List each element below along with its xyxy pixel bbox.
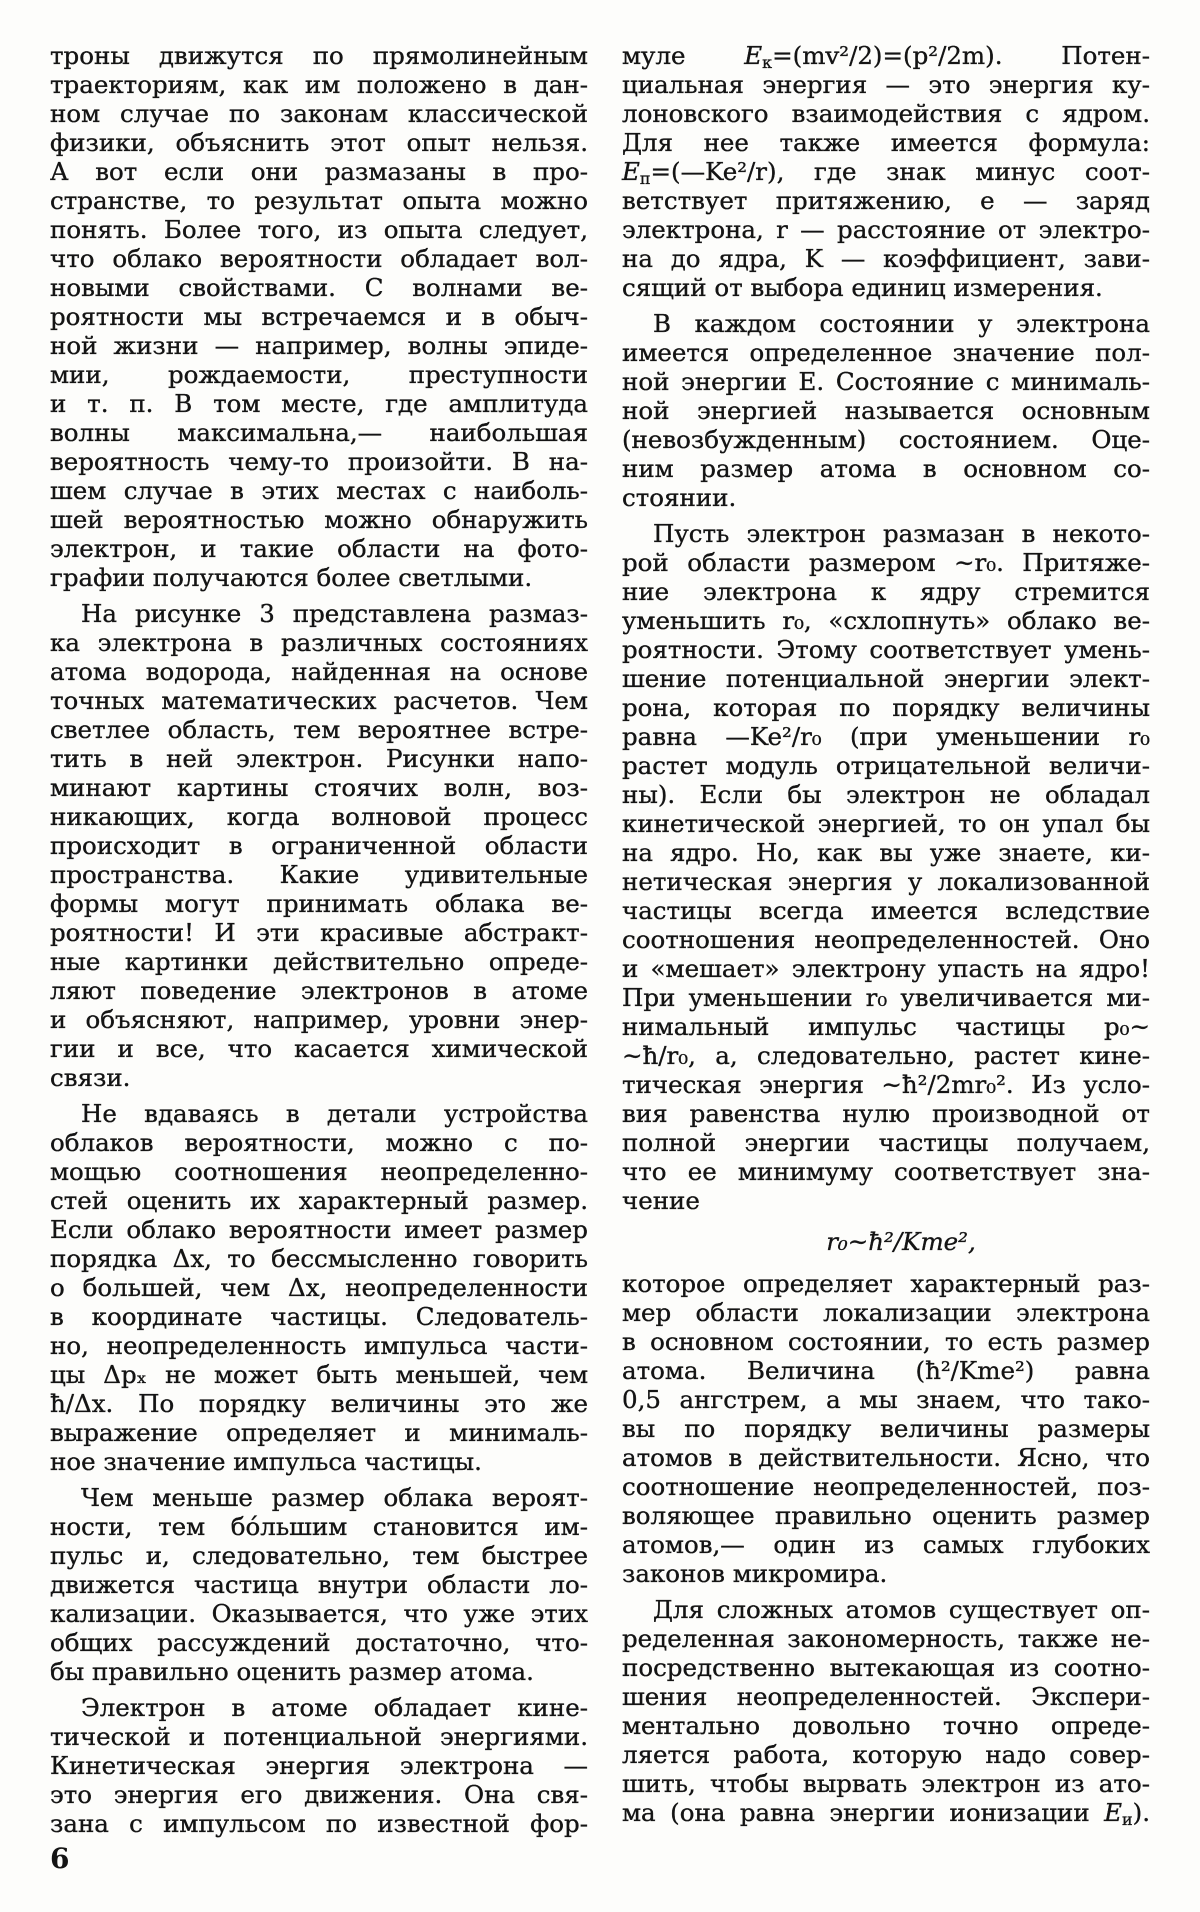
paragraph xyxy=(50,1483,588,1686)
text-line: в основном состоянии, то есть размер xyxy=(622,1327,1150,1356)
text-line: происходит в ограниченной области xyxy=(50,831,588,860)
paragraph xyxy=(622,519,1150,1588)
text-line: роятности! И эти красивые абстракт- xyxy=(50,918,588,947)
text-line: (невозбужденным) состоянием. Оце- xyxy=(622,425,1150,454)
text-line: электрон, и такие области на фото- xyxy=(50,534,588,563)
text-line: тить в ней электрон. Рисунки напо- xyxy=(50,744,588,773)
text-line: выражение определяет и минималь- xyxy=(50,1418,588,1447)
text-line: кализации. Оказывается, что уже этих xyxy=(50,1599,588,1628)
text-line: атомов в действительности. Ясно, что xyxy=(622,1443,1150,1472)
text-line: на ядро. Но, как вы уже знаете, ки- xyxy=(622,838,1150,867)
text-line: вероятность чему-то произойти. В на- xyxy=(50,447,588,476)
text-line: формы могут принимать облака ве- xyxy=(50,889,588,918)
text-line: соотношение неопределенностей, поз- xyxy=(622,1472,1150,1501)
text-line: $E_п=(—Ke^2/r)$, где знак минус соот- xyxy=(622,157,1150,188)
text-line: и «мешает» электрону упасть на ядро! xyxy=(622,954,1150,983)
text-line: мер области локализации электрона xyxy=(622,1298,1150,1327)
text-line: бы правильно оценить размер атома. xyxy=(50,1657,534,1686)
text-line: воляющее правильно оценить размер xyxy=(622,1501,1150,1530)
text-line: ности, тем бóльшим становится им- xyxy=(50,1512,588,1541)
text-line: ляют поведение электронов в атоме xyxy=(50,976,588,1005)
text-line: связи. xyxy=(50,1063,131,1092)
text-line: муле $E_к=(mv^2/2)=(p^2/2m)$. Потен- xyxy=(622,41,1150,72)
text-line: стей оценить их характерный размер. xyxy=(50,1186,588,1215)
text-line: пространства. Какие удивительные xyxy=(50,860,588,889)
text-line: стоянии. xyxy=(622,483,737,512)
text-line: атома водорода, найденная на основе xyxy=(50,657,588,686)
text-line: цы Δpₓ не может быть меньшей, чем xyxy=(50,1360,588,1389)
left-text-column xyxy=(50,41,588,1845)
text-line: атомов,— один из самых глубоких xyxy=(622,1530,1150,1559)
text-line: вия равенства нулю производной от xyxy=(622,1099,1150,1128)
text-line: общих рассуждений достаточно, что- xyxy=(50,1628,588,1657)
text-line: Для сложных атомов существует оп- xyxy=(653,1595,1150,1624)
text-line: ма (она равна энергии ионизации $E_и$). xyxy=(622,1798,1150,1829)
text-line: тической и потенциальной энергиями. xyxy=(50,1722,588,1751)
text-line: новыми свойствами. С волнами ве- xyxy=(50,273,588,302)
paragraph xyxy=(622,41,1150,302)
text-line: порядка Δx, то бессмысленно говорить xyxy=(50,1244,588,1273)
text-line: рой области размером ~r₀. Притяже- xyxy=(622,548,1150,577)
text-line: равна —Ke²/r₀ (при уменьшении r₀ xyxy=(622,722,1150,751)
text-line: циальная энергия — это энергия ку- xyxy=(622,70,1150,99)
text-line: ределенная закономерность, также не- xyxy=(622,1624,1150,1653)
text-line: мощью соотношения неопределенно- xyxy=(50,1157,588,1186)
text-line: ~ħ/r₀, а, следовательно, растет кине- xyxy=(622,1041,1150,1070)
text-line: ном случае по законам классической xyxy=(50,99,588,128)
text-line: законов микромира. xyxy=(622,1559,888,1588)
text-line: растет модуль отрицательной величи- xyxy=(622,751,1150,780)
text-line: странстве, то результат опыта можно xyxy=(50,186,588,215)
text-line: зана с импульсом по известной фор- xyxy=(50,1809,588,1838)
text-line: кинетической энергией, то он упал бы xyxy=(622,809,1150,838)
text-line: шем случае в этих местах с наиболь- xyxy=(50,476,588,505)
text-line: шить, чтобы вырвать электрон из ато- xyxy=(622,1769,1150,1798)
text-line: При уменьшении r₀ увеличивается ми- xyxy=(622,983,1150,1012)
text-line: Не вдаваясь в детали устройства xyxy=(81,1099,588,1128)
paragraph xyxy=(622,309,1150,512)
paragraph xyxy=(50,599,588,1092)
text-line: вы по порядку величины размеры xyxy=(622,1414,1150,1443)
right-text-column xyxy=(622,41,1150,1834)
text-line: уменьшить r₀, «схлопнуть» облако ве- xyxy=(622,606,1150,635)
text-line: мии, рождаемости, преступности xyxy=(50,360,588,389)
text-line: и т. п. В том месте, где амплитуда xyxy=(50,389,588,418)
text-line: Пусть электрон размазан в некото- xyxy=(653,519,1150,548)
text-line: и объясняют, например, уровни энер- xyxy=(50,1005,588,1034)
paragraph xyxy=(50,41,588,592)
text-line: волны максимальна,— наибольшая xyxy=(50,418,588,447)
text-line: рона, которая по порядку величины xyxy=(622,693,1150,722)
text-line: 0,5 ангстрем, а мы знаем, что тако- xyxy=(622,1385,1150,1414)
text-line: понять. Более того, из опыта следует, xyxy=(50,215,588,244)
text-line: частицы всегда имеется вследствие xyxy=(622,896,1150,925)
text-line: шения неопределенностей. Экспери- xyxy=(622,1682,1150,1711)
text-line: ние электрона к ядру стремится xyxy=(622,577,1150,606)
text-line: которое определяет характерный раз- xyxy=(622,1269,1150,1298)
text-line: ħ/Δx. По порядку величины это же xyxy=(50,1389,588,1418)
page-number: 6 xyxy=(50,1842,70,1875)
text-line: ной жизни — например, волны эпиде- xyxy=(50,331,588,360)
text-line: Чем меньше размер облака вероят- xyxy=(81,1483,588,1512)
text-line: Кинетическая энергия электрона — xyxy=(50,1751,588,1780)
text-line: в координате частицы. Следователь- xyxy=(50,1302,588,1331)
text-line: это энергия его движения. Она свя- xyxy=(50,1780,588,1809)
text-line: Если облако вероятности имеет размер xyxy=(50,1215,588,1244)
text-line: полной энергии частицы получаем, xyxy=(622,1128,1150,1157)
text-line: траекториям, как им положено в дан- xyxy=(50,70,588,99)
text-line: о большей, чем Δx, неопределенности xyxy=(50,1273,588,1302)
text-line: облаков вероятности, можно с по- xyxy=(50,1128,588,1157)
text-line: атома. Величина (ħ²/Kme²) равна xyxy=(622,1356,1150,1385)
text-line: ветствует притяжению, e — заряд xyxy=(622,186,1150,215)
text-line: ной энергии E. Состояние с минималь- xyxy=(622,367,1150,396)
paragraph xyxy=(50,1099,588,1476)
text-line: на до ядра, K — коэффициент, зави- xyxy=(622,244,1150,273)
text-line: А вот если они размазаны в про- xyxy=(50,157,588,186)
paragraph xyxy=(50,1693,588,1838)
text-line: ляется работа, которую надо совер- xyxy=(622,1740,1150,1769)
text-line: что ее минимуму соответствует зна- xyxy=(622,1157,1150,1186)
text-line: нетическая энергия у локализованной xyxy=(622,867,1150,896)
text-line: Для нее также имеется формула: xyxy=(622,128,1150,157)
text-line: нимальный импульс частицы p₀~ xyxy=(622,1012,1150,1041)
text-line: тическая энергия ~ħ²/2mr₀². Из усло- xyxy=(622,1070,1150,1099)
text-line: роятности. Этому соответствует умень- xyxy=(622,635,1150,664)
text-line: шей вероятностью можно обнаружить xyxy=(50,505,588,534)
text-line: шение потенциальной энергии элект- xyxy=(622,664,1150,693)
text-line: ное значение импульса частицы. xyxy=(50,1447,482,1476)
text-line: роятности мы встречаемся и в обыч- xyxy=(50,302,588,331)
text-line: электрона, r — расстояние от электро- xyxy=(622,215,1150,244)
text-line: Электрон в атоме обладает кине- xyxy=(81,1693,588,1722)
text-line: троны движутся по прямолинейным xyxy=(50,41,588,70)
text-line: имеется определенное значение пол- xyxy=(622,338,1150,367)
text-line: ной энергией называется основным xyxy=(622,396,1150,425)
text-line: движется частица внутри области ло- xyxy=(50,1570,588,1599)
paragraph xyxy=(622,1595,1150,1827)
text-line: чение xyxy=(622,1186,700,1215)
text-line: На рисунке 3 представлена размаз- xyxy=(81,599,588,628)
text-line: ка электрона в различных состояниях xyxy=(50,628,588,657)
text-line: ментально довольно точно опреде- xyxy=(622,1711,1150,1740)
text-line: точных математических расчетов. Чем xyxy=(50,686,588,715)
text-line: гии и все, что касается химической xyxy=(50,1034,588,1063)
text-line: светлее область, тем вероятнее встре- xyxy=(50,715,588,744)
text-line: ные картинки действительно опреде- xyxy=(50,947,588,976)
text-line: В каждом состоянии у электрона xyxy=(653,309,1150,338)
text-line: лоновского взаимодействия с ядром. xyxy=(622,99,1150,128)
text-line: что облако вероятности обладает вол- xyxy=(50,244,588,273)
display-formula: r₀~ħ²/Kme², xyxy=(826,1227,976,1256)
text-line: никающих, когда волновой процесс xyxy=(50,802,588,831)
text-line: посредственно вытекающая из соотно- xyxy=(622,1653,1150,1682)
text-line: но, неопределенность импульса части- xyxy=(50,1331,588,1360)
text-line: физики, объяснить этот опыт нельзя. xyxy=(50,128,588,157)
text-line: пульс и, следовательно, тем быстрее xyxy=(50,1541,588,1570)
text-line: минают картины стоячих волн, воз- xyxy=(50,773,588,802)
text-line: ним размер атома в основном со- xyxy=(622,454,1150,483)
text-line: графии получаются более светлыми. xyxy=(50,563,533,592)
text-line: соотношения неопределенностей. Оно xyxy=(622,925,1150,954)
text-line: ны). Если бы электрон не обладал xyxy=(622,780,1150,809)
text-line: сящий от выбора единиц измерения. xyxy=(622,273,1103,302)
